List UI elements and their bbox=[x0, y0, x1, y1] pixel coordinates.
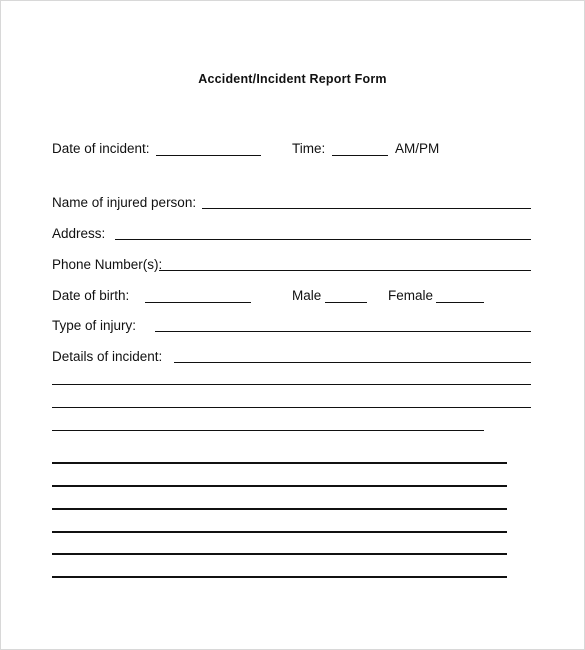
details-of-incident-line[interactable] bbox=[174, 362, 531, 363]
name-of-injured-person-line[interactable] bbox=[202, 208, 531, 209]
details-line[interactable] bbox=[52, 407, 531, 408]
address-line[interactable] bbox=[115, 239, 531, 240]
date-of-incident-label: Date of incident: bbox=[52, 141, 150, 156]
type-of-injury-label: Type of injury: bbox=[52, 318, 137, 333]
name-of-injured-person-label: Name of injured person: bbox=[52, 195, 197, 210]
am-pm-label: AM/PM bbox=[395, 141, 440, 156]
type-of-injury-line[interactable] bbox=[155, 331, 531, 332]
female-label: Female bbox=[388, 288, 434, 303]
time-line[interactable] bbox=[332, 155, 388, 156]
time-label: Time: bbox=[292, 141, 326, 156]
details-line[interactable] bbox=[52, 384, 531, 385]
writing-line[interactable] bbox=[52, 531, 507, 533]
phone-numbers-label: Phone Number(s): bbox=[52, 257, 163, 272]
date-of-incident-line[interactable] bbox=[156, 155, 261, 156]
writing-line[interactable] bbox=[52, 508, 507, 510]
female-line[interactable] bbox=[436, 302, 484, 303]
date-of-birth-label: Date of birth: bbox=[52, 288, 130, 303]
writing-line[interactable] bbox=[52, 553, 507, 555]
male-line[interactable] bbox=[325, 302, 367, 303]
phone-numbers-line[interactable] bbox=[159, 270, 531, 271]
writing-line[interactable] bbox=[52, 485, 507, 487]
writing-line[interactable] bbox=[52, 462, 507, 464]
details-of-incident-label: Details of incident: bbox=[52, 349, 163, 364]
date-of-birth-line[interactable] bbox=[145, 302, 251, 303]
writing-line[interactable] bbox=[52, 576, 507, 578]
details-line[interactable] bbox=[52, 430, 484, 431]
address-label: Address: bbox=[52, 226, 106, 241]
form-title: Accident/Incident Report Form bbox=[198, 72, 387, 86]
male-label: Male bbox=[292, 288, 322, 303]
